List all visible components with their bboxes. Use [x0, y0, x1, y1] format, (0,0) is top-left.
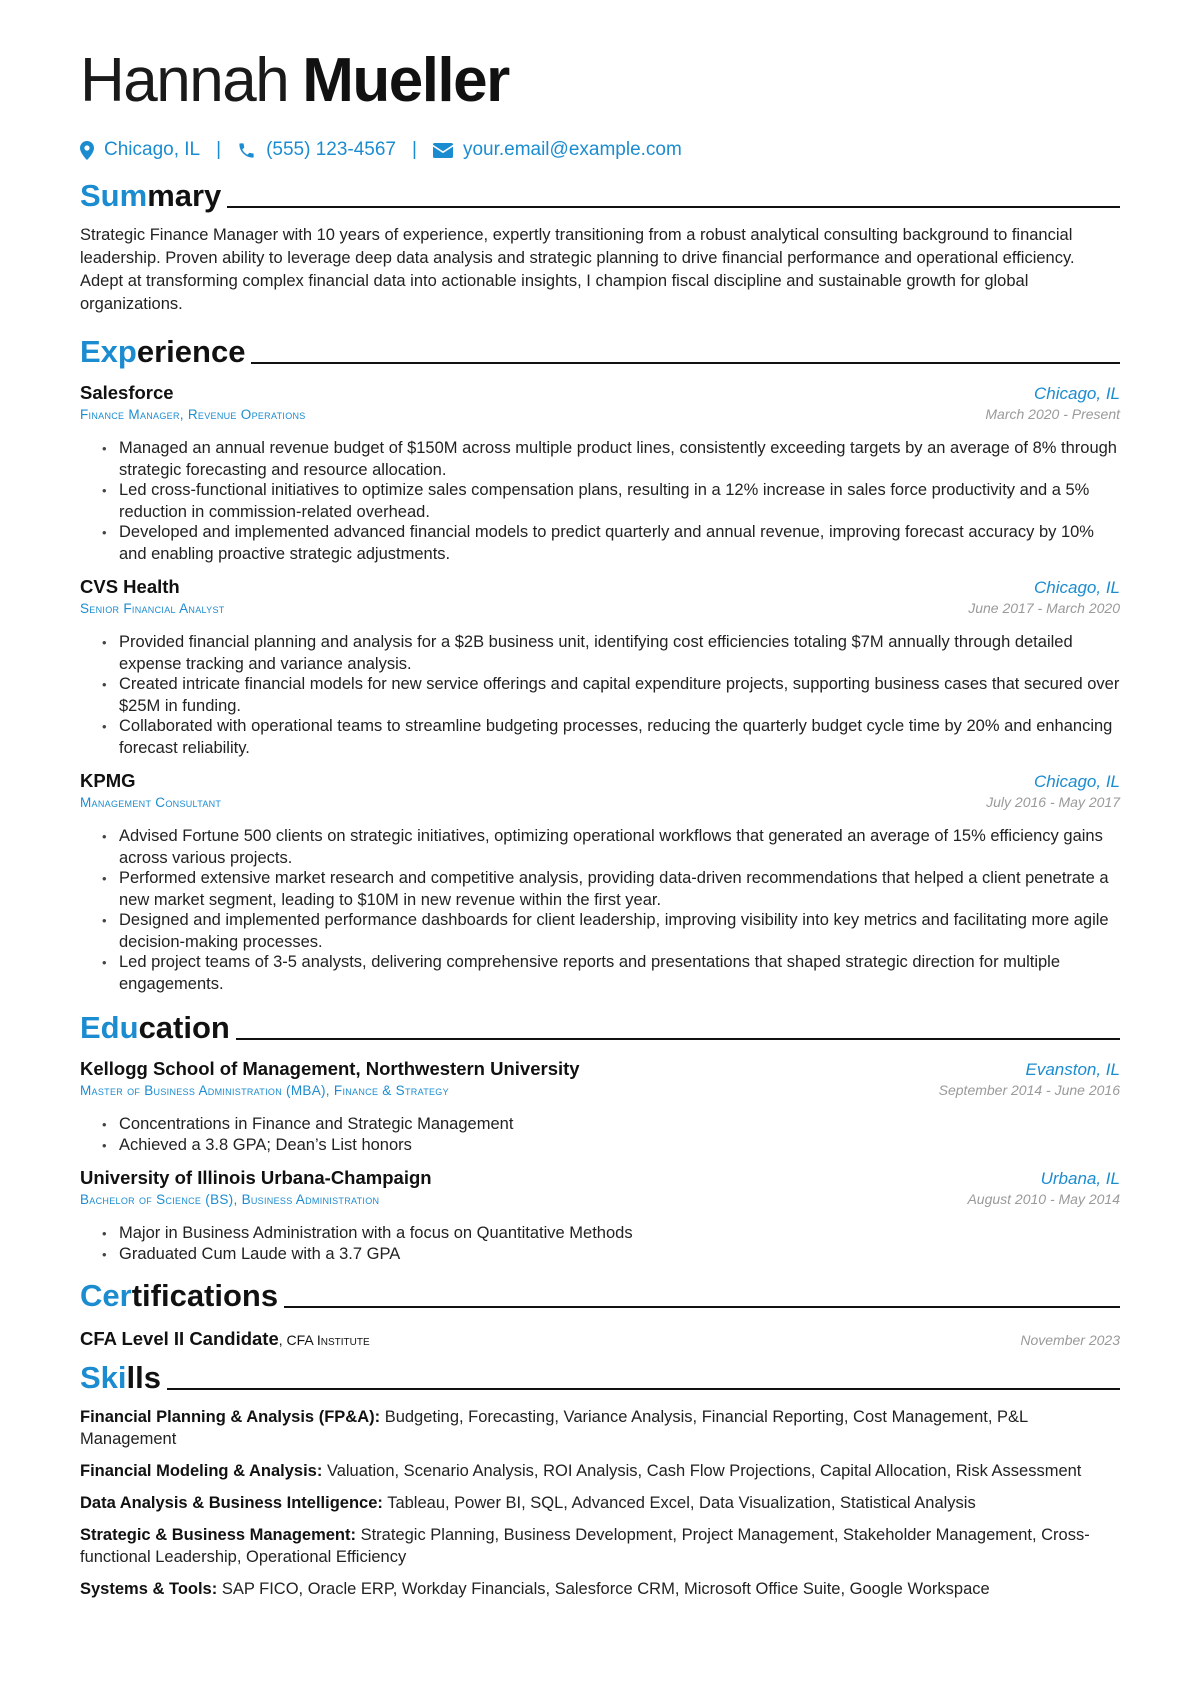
- skill-row: [80, 1492, 1120, 1514]
- list-item: • Performed extensive market research and competitive analysis, providing data-driven recommendations that helped a client penetrate a new market segment, leading to $10M in new revenue within the first year.: [102, 868, 1120, 911]
- envelope-icon: [433, 143, 453, 158]
- candidate-name: [80, 40, 1120, 122]
- company-name: Salesforce: [80, 382, 174, 403]
- contact-phone[interactable]: [237, 139, 396, 161]
- skill-list: Strategic Planning, Business Development, Project Management, Stakeholder Management, Cross-functional Leadership, Operational Efficiency: [80, 1526, 1090, 1566]
- section-title: Education: [80, 1010, 230, 1045]
- school-name: Kellogg School of Management, Northwestern University: [80, 1058, 580, 1079]
- separator: |: [216, 139, 222, 160]
- section-rule: [236, 1038, 1120, 1040]
- section-title: Experience: [80, 334, 246, 369]
- section-rule: [227, 206, 1120, 208]
- skill-list: Budgeting, Forecasting, Variance Analysis, Financial Reporting, Cost Management, P&L Management: [80, 1408, 1028, 1448]
- experience-heading: [80, 328, 1120, 370]
- certification-issuer-prefix: ,: [278, 1332, 287, 1348]
- separator: |: [412, 139, 417, 160]
- map-pin-icon: [80, 141, 94, 160]
- school-location: Urbana, IL: [1040, 1169, 1120, 1188]
- phone-text: (555) 123-4567: [266, 139, 396, 160]
- education-entry: [80, 1167, 1120, 1265]
- certifications-heading: [80, 1272, 1120, 1314]
- section-rule: [167, 1388, 1120, 1390]
- certification-name: CFA Level II Candidate: [80, 1328, 279, 1349]
- summary-text: Strategic Finance Manager with 10 years of experience, expertly transitioning from a robust analytical consulting background to financial leadership. Proven ability to leverage deep data analysis and strategic planning to drive financial performance and operational efficiency. Adept at transforming complex financial data into actionable insights, I champion fiscal discipline and sustainable growth for global organizations.: [80, 226, 1075, 313]
- list-item: • Managed an annual revenue budget of $150M across multiple product lines, consistently exceeding targets by an average of 8% through strategic forecasting and resource allocation.: [102, 438, 1120, 481]
- school-name: University of Illinois Urbana-Champaign: [80, 1167, 432, 1188]
- list-item: • Concentrations in Finance and Strategic Management: [102, 1114, 1120, 1136]
- skill-list: Tableau, Power BI, SQL, Advanced Excel, Data Visualization, Statistical Analysis: [387, 1494, 976, 1512]
- summary-heading: [80, 172, 1120, 214]
- job-bullets: [80, 826, 1120, 995]
- skill-row: [80, 1578, 1120, 1600]
- skill-category: Strategic & Business Management:: [80, 1526, 356, 1544]
- phone-icon: [237, 141, 256, 160]
- list-item: • Designed and implemented performance dashboards for client leadership, improving visibility into key metrics and facilitating more agile decision-making processes.: [102, 910, 1120, 953]
- contact-location: [80, 139, 200, 161]
- education-heading: [80, 1004, 1120, 1046]
- education-bullets: [80, 1114, 1120, 1156]
- job-title: Senior Financial Analyst: [80, 601, 225, 616]
- list-item: • Led project teams of 3-5 analysts, delivering comprehensive reports and presentations that shaped strategic direction for multiple engagements.: [102, 952, 1120, 995]
- job-entry: [80, 770, 1120, 995]
- job-entry: [80, 576, 1120, 759]
- list-item: • Led cross-functional initiatives to optimize sales compensation plans, resulting in a 12% increase in sales force productivity and a 5% reduction in commission-related overhead.: [102, 480, 1120, 523]
- list-item: • Advised Fortune 500 clients on strategic initiatives, optimizing operational workflows that generated an average of 15% efficiency gains across various projects.: [102, 826, 1120, 869]
- skill-list: SAP FICO, Oracle ERP, Workday Financials, Salesforce CRM, Microsoft Office Suite, Google Workspace: [221, 1580, 990, 1598]
- list-item: • Developed and implemented advanced financial models to predict quarterly and annual revenue, improving forecast accuracy by 10% and enabling proactive strategic adjustments.: [102, 522, 1120, 565]
- skill-category: Financial Modeling & Analysis:: [80, 1462, 323, 1480]
- section-title: Summary: [80, 178, 222, 213]
- job-location: Chicago, IL: [1034, 772, 1120, 791]
- skill-row: [80, 1406, 1120, 1450]
- section-title: Certifications: [80, 1278, 279, 1313]
- degree: Bachelor of Science (BS), Business Administration: [80, 1192, 380, 1207]
- last-name: Mueller: [302, 46, 509, 115]
- company-name: CVS Health: [80, 576, 180, 597]
- list-item: • Collaborated with operational teams to streamline budgeting processes, reducing the quarterly budget cycle time by 20% and enhancing forecast reliability.: [102, 716, 1120, 759]
- education-entry: [80, 1058, 1120, 1156]
- job-title: Finance Manager, Revenue Operations: [80, 407, 306, 422]
- job-title: Management Consultant: [80, 795, 222, 810]
- certification-date: November 2023: [1020, 1332, 1120, 1348]
- email-link: your.email@example.com: [462, 139, 682, 160]
- job-dates: March 2020 - Present: [985, 406, 1120, 422]
- resume-page: [80, 40, 1120, 1600]
- company-name: KPMG: [80, 770, 136, 791]
- education-bullets: [80, 1223, 1120, 1265]
- skill-category: Systems & Tools:: [80, 1580, 218, 1598]
- skill-row: [80, 1524, 1120, 1568]
- section-rule: [251, 362, 1120, 364]
- section-title: Skills: [80, 1360, 161, 1395]
- skill-row: [80, 1460, 1120, 1482]
- school-dates: September 2014 - June 2016: [938, 1082, 1120, 1098]
- contact-email[interactable]: [433, 139, 682, 161]
- job-entry: [80, 382, 1120, 565]
- skills-heading: [80, 1354, 1120, 1396]
- job-bullets: [80, 438, 1120, 565]
- list-item: • Graduated Cum Laude with a 3.7 GPA: [102, 1244, 1120, 1266]
- job-location: Chicago, IL: [1034, 384, 1120, 403]
- first-name: Hannah: [80, 46, 289, 115]
- list-item: • Major in Business Administration with a focus on Quantitative Methods: [102, 1223, 1120, 1245]
- job-dates: July 2016 - May 2017: [986, 794, 1120, 810]
- skill-list: Valuation, Scenario Analysis, ROI Analysis, Cash Flow Projections, Capital Allocation, Risk Assessment: [326, 1462, 1082, 1480]
- school-location: Evanston, IL: [1025, 1060, 1120, 1079]
- job-dates: June 2017 - March 2020: [968, 600, 1120, 616]
- contact-line: [80, 136, 1120, 164]
- job-location: Chicago, IL: [1034, 578, 1120, 597]
- certification-issuer: CFA Institute: [286, 1332, 370, 1348]
- section-rule: [284, 1306, 1120, 1308]
- list-item: • Created intricate financial models for new service offerings and capital expenditure projects, supporting business cases that secured over $25M in funding.: [102, 674, 1120, 717]
- skill-category: Financial Planning & Analysis (FP&A):: [80, 1408, 381, 1426]
- job-bullets: [80, 632, 1120, 759]
- degree: Master of Business Administration (MBA), Finance & Strategy: [80, 1083, 449, 1098]
- skill-category: Data Analysis & Business Intelligence:: [80, 1494, 383, 1512]
- list-item: • Achieved a 3.8 GPA; Dean’s List honors: [102, 1135, 1120, 1157]
- certification-entry: [80, 1328, 1120, 1350]
- school-dates: August 2010 - May 2014: [967, 1191, 1120, 1207]
- list-item: • Provided financial planning and analysis for a $2B business unit, identifying cost efficiencies totaling $7M annually through detailed expense tracking and variance analysis.: [102, 632, 1120, 675]
- location-text: Chicago, IL: [104, 139, 201, 160]
